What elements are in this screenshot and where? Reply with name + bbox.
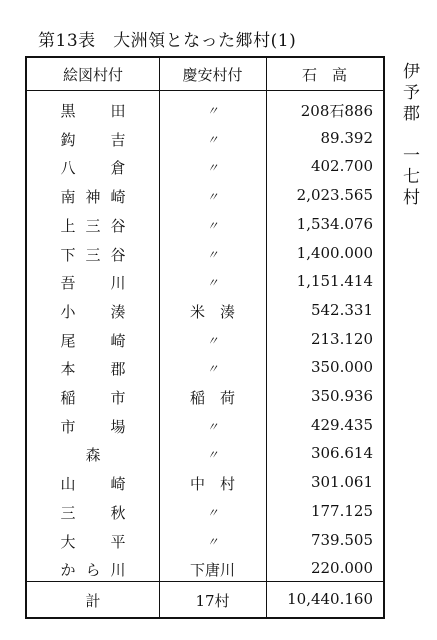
village-name-cell: 黒 田 (60, 102, 136, 120)
kokudaka-cell: 301.061 (310, 473, 373, 492)
kokudaka-cell: 1,400.000 (296, 243, 373, 262)
kokudaka-cell: 739.505 (310, 530, 373, 549)
kokudaka-cell: 542.331 (310, 300, 373, 319)
village-name-cell: 三 秋 (60, 503, 136, 522)
kokudaka-cell: 213.120 (310, 329, 373, 348)
village-name-cell: 本 郡 (60, 360, 136, 379)
village-name-cell: 上三谷 (60, 216, 136, 235)
kokudaka-cell: 402.700 (310, 157, 373, 176)
keian-village-cell: 〃 (206, 132, 219, 147)
kokudaka-cell: 306.614 (310, 444, 373, 463)
keian-village-cell: 下唐川 (189, 561, 235, 580)
keian-village-cell: 〃 (206, 505, 219, 520)
village-name-cell: 森 (85, 446, 101, 465)
kokudaka-cell: 350.000 (310, 358, 373, 377)
kokudaka-cell: 89.392 (320, 128, 373, 147)
keian-village-cell: 米 湊 (189, 302, 235, 321)
village-name-cell: 下三谷 (60, 245, 136, 264)
keian-village-cell: 〃 (206, 247, 219, 262)
village-name-cell: 南神崎 (60, 188, 136, 207)
village-table (25, 56, 385, 619)
kokudaka-cell: 1,151.414 (296, 272, 373, 291)
district-label: 伊予郡 一七村 (399, 62, 419, 209)
total-divider (27, 581, 383, 582)
keian-village-cell: 〃 (206, 534, 219, 549)
kokudaka-cell: 208石886 (300, 102, 373, 120)
kokudaka-cell: 220.000 (310, 559, 373, 578)
village-name-cell: 鈎 吉 (60, 130, 136, 149)
village-name-cell: 稲 市 (60, 389, 136, 407)
village-name-cell: 尾 崎 (60, 331, 136, 350)
kokudaka-cell: 2,023.565 (296, 186, 373, 205)
kokudaka-cell: 429.435 (310, 415, 373, 434)
kokudaka-cell: 177.125 (310, 501, 373, 520)
village-name-cell: 大 平 (60, 532, 136, 551)
keian-village-cell: 〃 (206, 333, 219, 348)
keian-village-cell: 〃 (206, 362, 219, 377)
keian-village-cell: 〃 (206, 161, 219, 176)
village-name-cell: 山 崎 (60, 475, 136, 494)
keian-village-cell: 〃 (206, 419, 219, 434)
keian-village-cell: 〃 (206, 276, 219, 291)
keian-village-cell: 〃 (206, 190, 219, 205)
keian-village-cell: 〃 (206, 218, 219, 233)
header-kokudaka: 石 高 (301, 66, 347, 84)
header-ezu-village: 絵図村付 (62, 66, 123, 84)
keian-village-cell: 〃 (206, 104, 219, 118)
village-name-cell: 市 場 (60, 417, 136, 436)
table-title: 第13表 大洲領となった郷村(1) (38, 31, 297, 51)
keian-village-cell: 〃 (206, 448, 219, 463)
village-name-cell: 小 湊 (60, 302, 136, 321)
header-divider (27, 90, 383, 91)
header-keian-village: 慶安村付 (182, 66, 243, 84)
village-name-cell: 八 倉 (60, 159, 136, 178)
keian-village-cell: 稲 荷 (189, 389, 235, 407)
kokudaka-cell: 350.936 (310, 387, 373, 405)
total-kokudaka: 10,440.160 (287, 590, 373, 608)
village-name-cell: 吾 川 (60, 274, 136, 293)
kokudaka-cell: 1,534.076 (296, 214, 373, 233)
village-name-cell: から川 (60, 561, 136, 580)
total-label: 計 (85, 592, 101, 610)
total-village-count: 17村 (195, 592, 230, 610)
keian-village-cell: 中 村 (189, 475, 235, 494)
